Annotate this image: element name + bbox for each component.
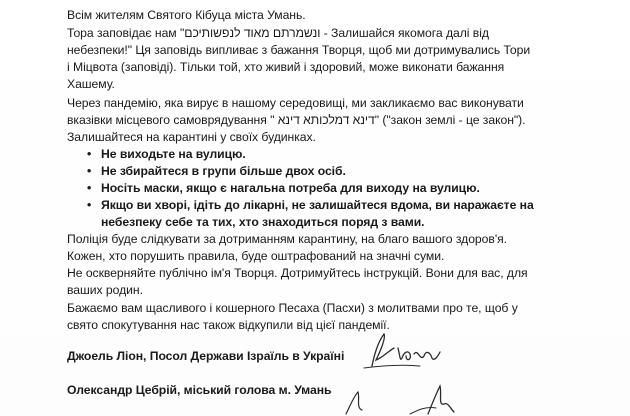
paragraph-line: свято спокутування нас також відкупили від цієї пандемії. [67, 318, 390, 332]
paragraph-line: Хашему. [67, 77, 115, 91]
paragraph-line: Не оскверняйте публічно ім'я Творця. Дотримуйтесь інструкцій. Вони для вас, для [67, 266, 528, 280]
paragraph-line: Тора заповідає нам "ונשמרתם מאוד לנפשותיכם - Залишайся якомога далі від [67, 26, 489, 40]
signatory-ambassador: Джоель Ліон, Посол Держави Ізраїль в Україні [67, 349, 345, 363]
paragraph-line: Бажаємо вам щасливого і кошерного Песаха (Пасхи) з молитвами про те, щоб у [67, 301, 518, 315]
paragraph-line: і Міцвота (заповіді). Тільки той, хто живий і здоровий, може виконати бажання [67, 60, 505, 74]
bullet-item: • Якщо ви хворі, ідіть до лікарні, не залишайтеся вдома, ви наражаєте на [101, 197, 534, 214]
paragraph-line: небезпеки!" Ця заповідь випливає з бажання Творця, щоб ми дотримувались Тори [67, 43, 531, 57]
signature-mayor [340, 384, 460, 416]
bullet-item-continuation: небезпеку себе та тих, хто знаходиться поряд з вами. [101, 215, 425, 229]
signature-ambassador [360, 328, 450, 372]
greeting: Всім жителям Святого Кібуца міста Умань. [67, 8, 306, 22]
paragraph-line: Залишайтеся на карантині у своїх будинках. [67, 130, 316, 144]
bullet-item: • Не збирайтеся в групи більше двох осіб. [101, 163, 346, 180]
paragraph-line: Через пандемію, яка вирує в нашому середовищі, ми закликаємо вас виконувати [67, 96, 524, 110]
signatory-mayor: Олександр Цебрій, міський голова м. Умань [67, 383, 332, 397]
paragraph-line: Кожен, хто порушить правила, буде оштрафований на значні суми. [67, 249, 445, 263]
bullet-item: • Носіть маски, якщо є нагальна потреба для виходу на вулицю. [101, 180, 480, 197]
paragraph-line: ваших родин. [67, 283, 143, 297]
paragraph-line: Поліція буде слідкувати за дотриманням карантину, на благо вашого здоров'я. [67, 232, 507, 246]
bullet-item: • Не виходьте на вулицю. [101, 146, 246, 163]
paragraph-line: вказівки місцевого самоврядування " דינא דמלכותא דינא" ("закон землі - це закон"). [67, 113, 526, 127]
